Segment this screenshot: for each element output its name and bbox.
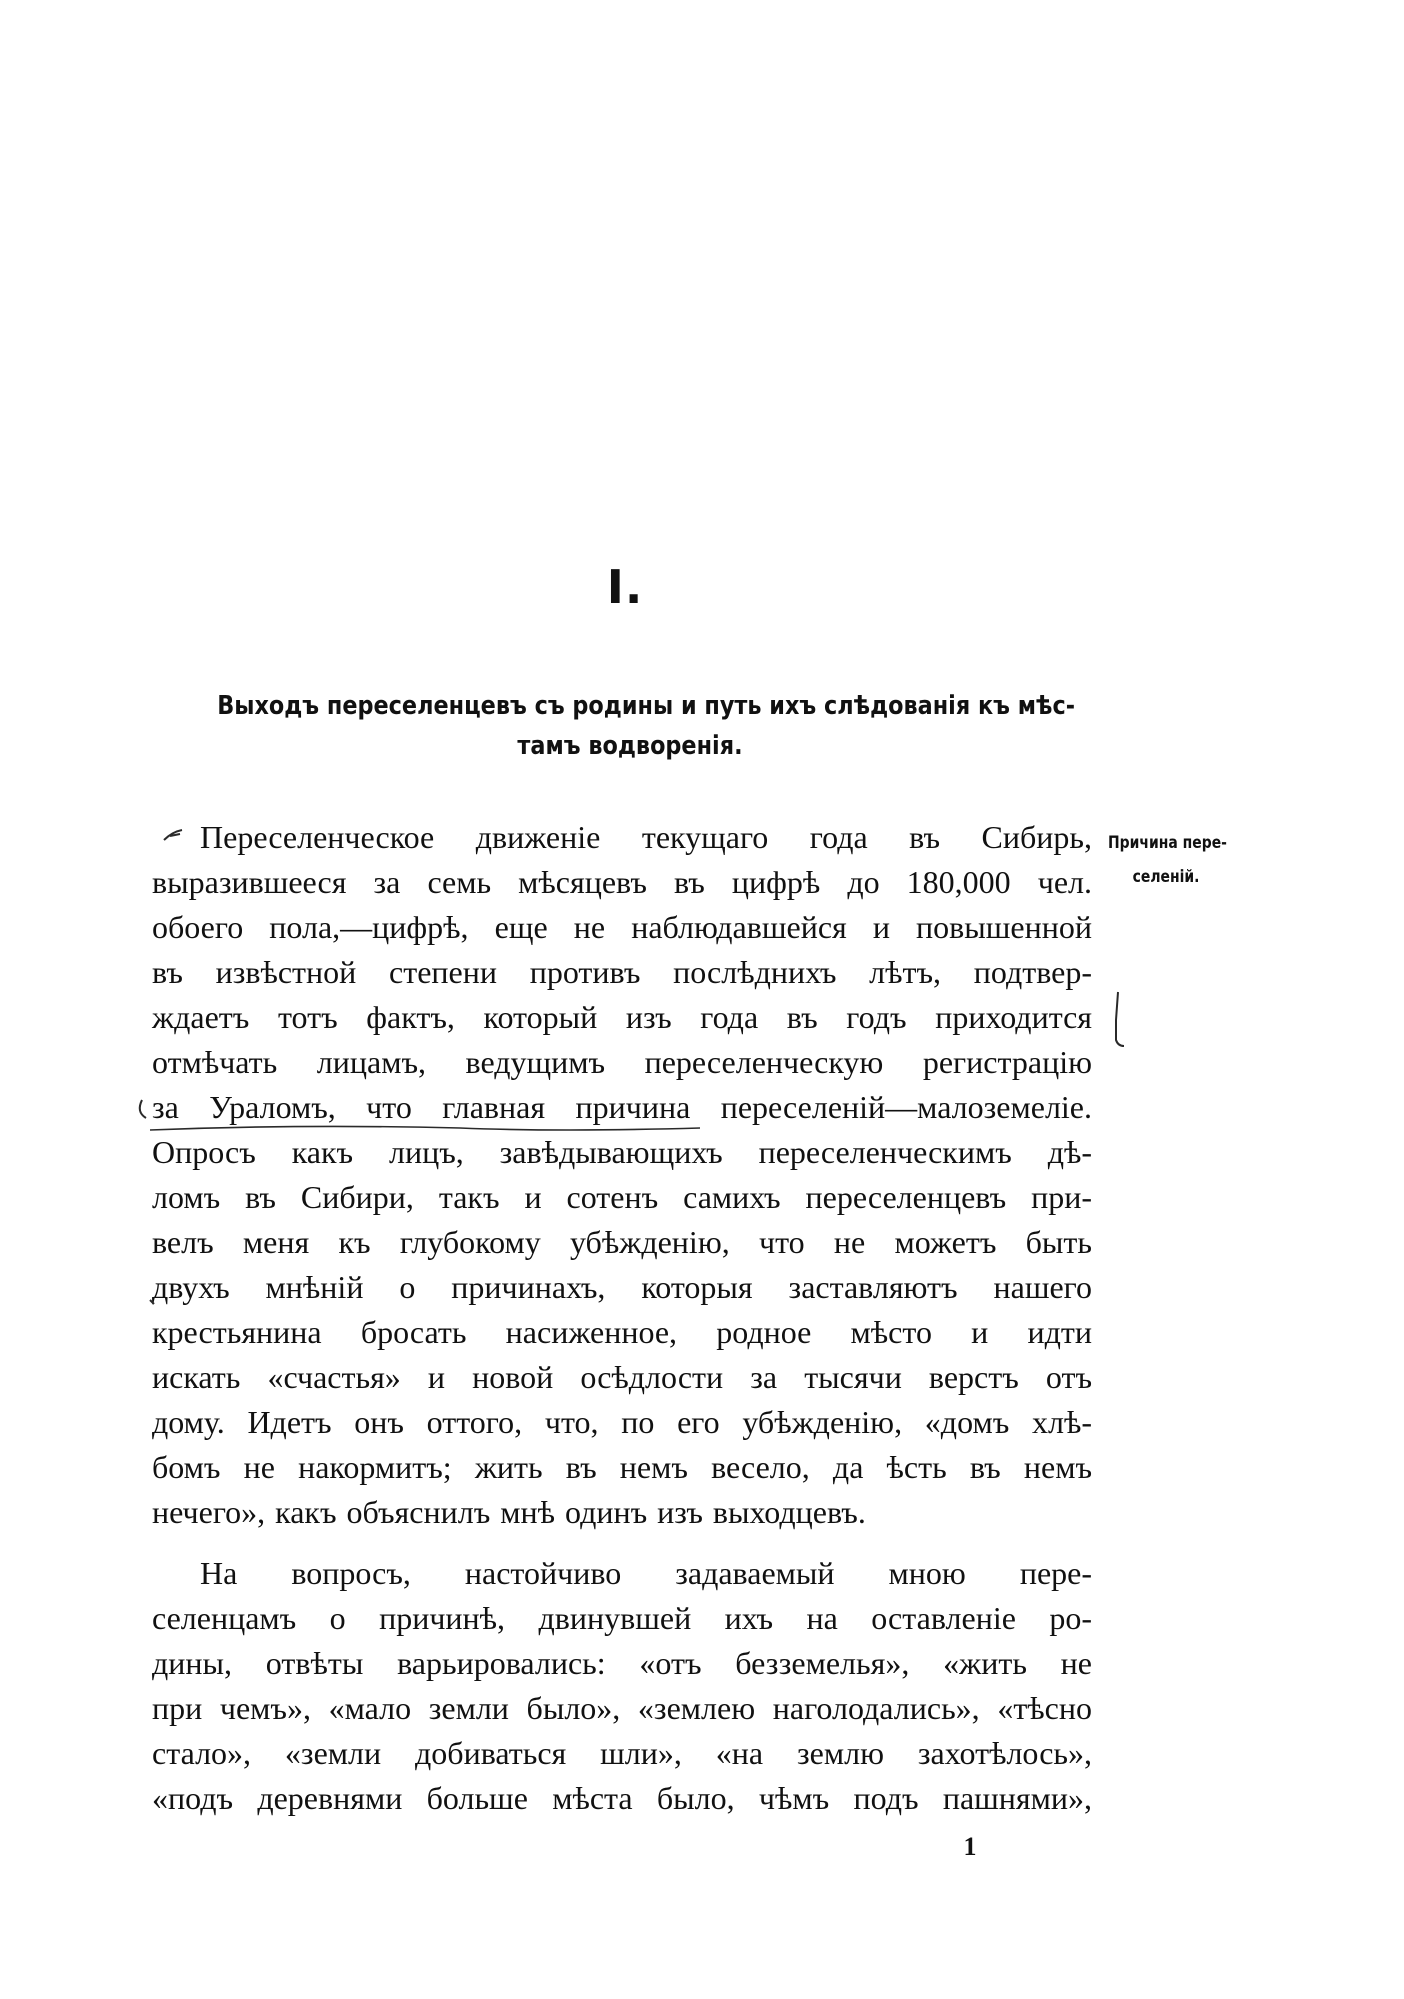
body-text <box>152 815 1092 1821</box>
text-line: ждаетъ тотъ фактъ, который изъ года въ годъ приходится <box>152 999 1092 1035</box>
text-line: На вопросъ, настойчиво задаваемый мною пере- <box>200 1555 1092 1591</box>
chapter-title-line: тамъ водворенія. <box>517 731 743 761</box>
text-line: стало», «земли добиваться шли», «на землю захотѣлось», <box>152 1735 1092 1771</box>
margin-note-line: селеній. <box>1132 867 1200 887</box>
pencil-bracket <box>140 1100 146 1118</box>
text-line: селенцамъ о причинѣ, двинувшей ихъ на оставленіе ро- <box>152 1600 1092 1636</box>
text-line: отмѣчать лицамъ, ведущимъ переселенческую регистрацію <box>152 1044 1092 1080</box>
text-line: искать «счастья» и новой осѣдлости за тысячи верстъ отъ <box>152 1359 1092 1395</box>
text-line: крестьянина бросать насиженное, родное мѣсто и идти <box>152 1314 1092 1350</box>
text-line: при чемъ», «мало земли было», «землею наголодались», «тѣсно <box>152 1690 1092 1726</box>
page-number: 1 <box>963 1832 977 1861</box>
margin-note-line: Причина пере- <box>1108 833 1227 853</box>
margin-note <box>1108 826 1227 894</box>
text-line: нечего», какъ объяснилъ мнѣ одинъ изъ выходцевъ. <box>152 1494 866 1530</box>
text-line: ломъ въ Сибири, такъ и сотенъ самихъ переселенцевъ при- <box>152 1179 1092 1215</box>
text-line: велъ меня къ глубокому убѣжденію, что не можетъ быть <box>152 1224 1092 1260</box>
chapter-numeral: I. <box>606 560 644 614</box>
text-line: бомъ не накормитъ; жить въ немъ весело, да ѣсть въ немъ <box>152 1449 1092 1485</box>
text-line: обоего пола,—цифрѣ, еще не наблюдавшейся и повышенной <box>152 909 1092 945</box>
chapter-title-line: Выходъ переселенцевъ съ родины и путь ихъ слѣдованія къ мѣс- <box>217 691 1076 721</box>
text-line: въ извѣстной степени противъ послѣднихъ лѣтъ, подтвер- <box>152 954 1092 990</box>
text-line: двухъ мнѣній о причинахъ, которыя заставляютъ нашего <box>152 1269 1092 1305</box>
text-line: дому. Идетъ онъ оттого, что, по его убѣжденію, «домъ хлѣ- <box>152 1404 1092 1440</box>
text-line: Опросъ какъ лицъ, завѣдывающихъ переселенческимъ дѣ- <box>152 1134 1092 1170</box>
text-line: «подъ деревнями больше мѣста было, чѣмъ подъ пашнями», <box>152 1780 1092 1816</box>
paragraph-1 <box>152 815 1092 1535</box>
text-line: за Ураломъ, что главная причина переселеній—малоземеліе. <box>152 1089 1092 1125</box>
text-line: дины, отвѣты варьировались: «отъ безземелья», «жить не <box>152 1645 1092 1681</box>
text-line: выразившееся за семь мѣсяцевъ въ цифрѣ до 180,000 чел. <box>152 864 1092 900</box>
paragraph-gap <box>152 1535 1092 1551</box>
paragraph-2 <box>152 1551 1092 1821</box>
text-line: Переселенческое движеніе текущаго года въ Сибирь, <box>200 819 1092 855</box>
chapter-title <box>217 686 1076 766</box>
pencil-margin-line <box>1116 992 1124 1046</box>
